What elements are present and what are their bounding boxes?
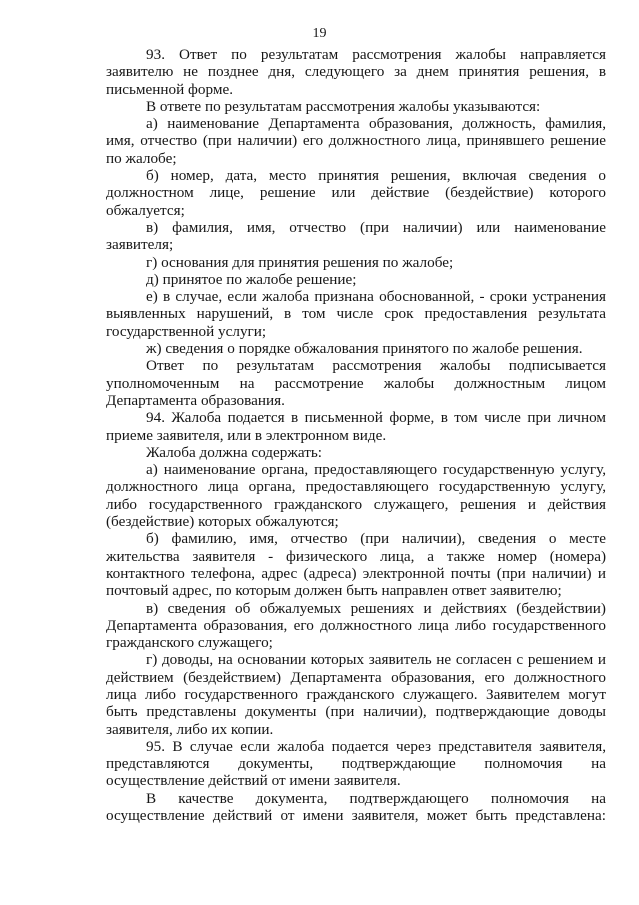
paragraph-answer-signature: Ответ по результатам рассмотрения жалобы подписывается уполномоченным на рассмотрение жалобы должностным лицом Департамента образования. [106,357,606,409]
paragraph-answer-item-g: г) основания для принятия решения по жалобе; [146,253,454,271]
paragraph-answer-item-e: е) в случае, если жалоба признана обоснованной, - сроки устранения выявленных нарушений, в том числе срок предоставления результата государственной услуги; [106,288,606,340]
paragraph-complaint-item-a: а) наименование органа, предоставляющего государственную услугу, должностного лица органа, предоставляющего государственную услугу, либо государственного гражданского служащего, решения и действия (бездействие) которых обжалуются; [106,461,606,531]
paragraph-answer-item-v: в) фамилия, имя, отчество (при наличии) или наименование заявителя; [106,218,606,254]
document-body [106,46,606,824]
paragraph-answer-item-d: д) принятое по жалобе решение; [146,270,357,288]
paragraph-94: 94. Жалоба подается в письменной форме, в том числе при личном приеме заявителя, или в электронном виде. [106,409,606,444]
paragraph-answer-item-b: б) номер, дата, место принятия решения, включая сведения о должностном лице, решение или действие (бездействие) которого обжалуется; [106,167,606,219]
paragraph-95-continuation: В качестве документа, подтверждающего полномочия на осуществление действий от имени заявителя, может быть представлена: [106,789,606,825]
paragraph-complaint-contents-intro: Жалоба должна содержать: [146,443,322,461]
paragraph-complaint-item-g: г) доводы, на основании которых заявитель не согласен с решением и действием (бездействием) Департамента образования, его должностного лица либо государственного гражданского служащего. Заявителем могут быть представлены документы (при наличии), подтверждающие доводы заявителя, либо их копии. [106,651,606,738]
paragraph-95: 95. В случае если жалоба подается через представителя заявителя, представляются документы, подтверждающие полномочия на осуществление действий от имени заявителя. [106,737,606,790]
paragraph-answer-intro: В ответе по результатам рассмотрения жалобы указываются: [146,97,541,115]
paragraph-answer-item-zh: ж) сведения о порядке обжалования принятого по жалобе решения. [146,340,583,358]
paragraph-93: 93. Ответ по результатам рассмотрения жалобы направляется заявителю не позднее дня, следующего за днем принятия решения, в письменной форме. [106,46,606,98]
paragraph-complaint-item-b: б) фамилию, имя, отчество (при наличии), сведения о месте жительства заявителя - физического лица, а также номер (номера) контактного телефона, адрес (адреса) электронной почты (при наличии) и почтовый адрес, по которым должен быть направлен ответ заявителю; [106,530,606,600]
page-number: 19 [312,26,327,41]
paragraph-complaint-item-v: в) сведения об обжалуемых решениях и действиях (бездействии) Департамента образования, его должностного лица либо государственного гражданского служащего; [106,599,606,652]
paragraph-answer-item-a: а) наименование Департамента образования, должность, фамилия, имя, отчество (при наличии) его должностного лица, принявшего решение по жалобе; [106,115,606,167]
